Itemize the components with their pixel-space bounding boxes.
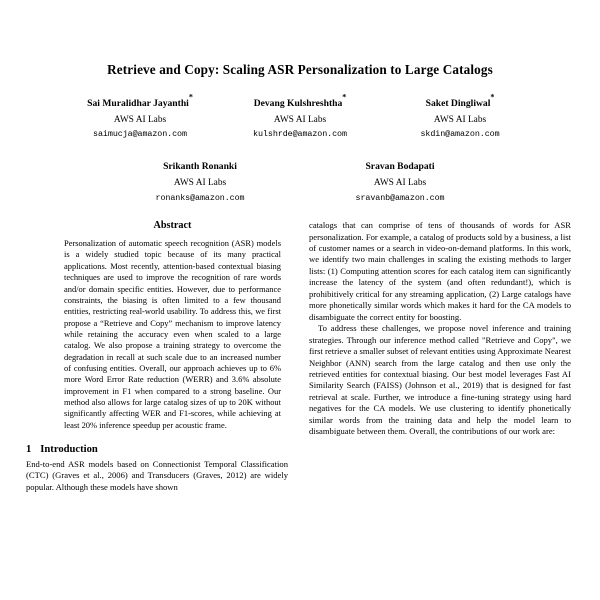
author-name-line bbox=[60, 91, 220, 113]
author-footnote-marker: * bbox=[342, 92, 347, 102]
left-column bbox=[26, 220, 288, 493]
author-footnote-marker: * bbox=[188, 92, 193, 102]
abstract-heading: Abstract bbox=[153, 220, 192, 232]
author-affiliation: AWS AI Labs bbox=[113, 114, 167, 125]
author-entry bbox=[380, 91, 540, 141]
page-title: Retrieve and Copy: Scaling ASR Personalization to Large Catalogs bbox=[107, 62, 493, 77]
author-name: Sai Muralidhar Jayanthi bbox=[87, 97, 189, 109]
author-email[interactable]: skdin@amazon.com bbox=[420, 129, 500, 140]
section-paragraph: End-to-end ASR models based on Connectionist Temporal Classification (CTC) (Graves et al., 2006) and Transducers (Graves, 2012) are widely popular. Although these models have shown bbox=[26, 458, 288, 492]
author-footnote-marker: * bbox=[490, 92, 495, 102]
author-name-line bbox=[220, 91, 380, 113]
author-row-2 bbox=[0, 154, 600, 204]
author-entry bbox=[60, 91, 220, 141]
author-block bbox=[0, 91, 600, 204]
author-email[interactable]: sravanb@amazon.com bbox=[355, 192, 445, 203]
author-affiliation: AWS AI Labs bbox=[273, 114, 327, 125]
paragraph-contributions-intro: To address these challenges, we propose novel inference and training strategies. Through our inference method called "Retrieve and Copy", we first retrieve a smaller subset of relevant entities using Approximate Nearest Neighbor (ANN) search from the large catalog and then use only the retrieved entities for contextual biasing. Our best model leverages Fast AI Similarity Search (FAISS) (Johnson et al., 2019) that is designed for fast retrieval at scale. Further, we introduce a fine-tuning strategy using hard negatives for the CA models. We use clustering to identify phonetically similar words from the training data and help the model learn to disambiguate between them. Overall, the contributions of our work are: bbox=[309, 323, 571, 437]
author-affiliation: AWS AI Labs bbox=[373, 178, 427, 189]
author-entry bbox=[220, 91, 380, 141]
author-email[interactable]: saimucja@amazon.com bbox=[93, 129, 187, 140]
author-name: Srikanth Ronanki bbox=[163, 160, 237, 172]
section-title: Introduction bbox=[40, 443, 98, 455]
author-row-1 bbox=[0, 91, 600, 141]
paragraph-continuation: catalogs that can comprise of tens of thousands of words for ASR personalization. For example, a catalog of products sold by a business, a list of customer names or a search in video-on-demand platforms. In this work, we identify two main challenges in scaling the existing methods to larger lists: (1) Computing attention scores for each catalog item can significantly increase the latency of the system (and often redundant!), which is prohibitively critical for any streaming application, (2) Large catalogs have more phonetically similar words which makes it hard for the CA models to disambiguate the correct entity for boosting. bbox=[309, 220, 571, 322]
body-columns bbox=[0, 220, 600, 493]
author-entry bbox=[100, 154, 300, 204]
abstract-text: Personalization of automatic speech recognition (ASR) models is a widely studied topic because of its many practical applications. Most recently, attention-based contextual biasing techniques are used to improve the recognition of rare words and/or domain specific entities. However, due to performance constraints, the biasing is often limited to a few thousand entities, restricting real-world usability. To address this, we first propose a “Retrieve and Copy” mechanism to improve latency while retaining the accuracy even when scaled to a large catalog. We also propose a training strategy to overcome the degradation in recall at such scale due to an increased number of confusing entities. Overall, our approach achieves up to 6% more Word Error Rate reduction (WERR) and 3.6% absolute improvement in F1 when compared to a strong baseline. Our method also allows for large catalog sizes of up to 20K without significantly affecting WER and F1-scores, while achieving at least 20% inference speedup per acoustic frame. bbox=[64, 238, 281, 430]
author-entry bbox=[300, 154, 500, 204]
abstract-block bbox=[26, 220, 288, 431]
author-affiliation: AWS AI Labs bbox=[173, 178, 227, 189]
section-number: 1 bbox=[26, 443, 32, 455]
author-name: Sravan Bodapati bbox=[365, 160, 435, 172]
author-email[interactable]: kulshrde@amazon.com bbox=[253, 129, 347, 140]
section-heading-introduction bbox=[26, 444, 288, 455]
author-name: Devang Kulshreshtha bbox=[253, 97, 343, 109]
author-name-line bbox=[300, 154, 500, 176]
author-email[interactable]: ronanks@amazon.com bbox=[155, 192, 245, 203]
author-affiliation: AWS AI Labs bbox=[433, 114, 487, 125]
abstract-body bbox=[64, 238, 281, 431]
right-column bbox=[309, 220, 571, 493]
author-name-line bbox=[380, 91, 540, 113]
author-name: Saket Dingliwal bbox=[425, 97, 491, 109]
author-name-line bbox=[100, 154, 300, 176]
